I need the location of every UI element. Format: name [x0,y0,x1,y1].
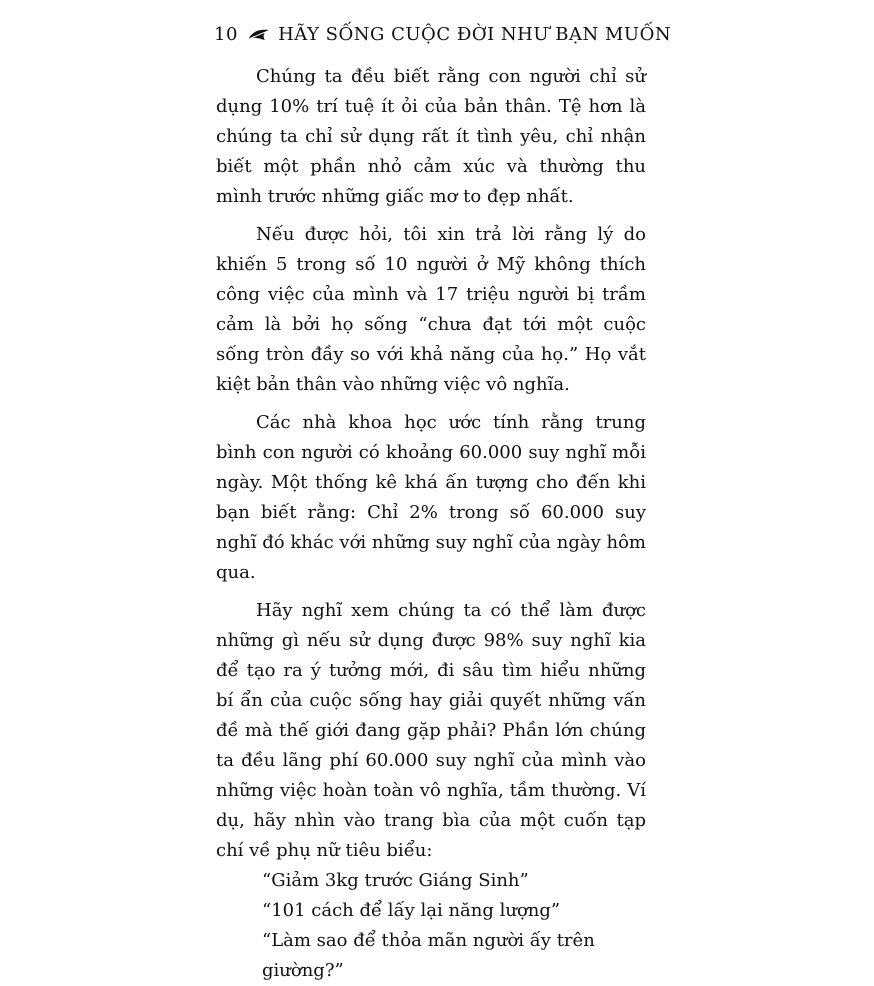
quote-item: “Giảm 3kg trước Giáng Sinh” [262,870,529,891]
body-text [216,62,646,986]
quote-item: “101 cách để lấy lại năng lượng” [262,900,561,921]
paragraph-3: Các nhà khoa học ước tính rằng trung bình con người có khoảng 60.000 suy nghĩ mỗi ngày. Một thống kê khá ấn tượng cho đến khi bạn biết rằng: Chỉ 2% trong số 60.000 suy nghĩ đó khác với những suy nghĩ của ngày hôm qua. [216,412,646,583]
paragraph-2: Nếu được hỏi, tôi xin trả lời rằng lý do khiến 5 trong số 10 người ở Mỹ không thích công việc của mình và 17 triệu người bị trầm cảm là bởi họ sống “chưa đạt tới một cuộc sống tròn đầy so với khả năng của họ.” Họ vắt kiệt bản thân vào những việc vô nghĩa. [216,224,646,395]
paragraph-1: Chúng ta đều biết rằng con người chỉ sử dụng 10% trí tuệ ít ỏi của bản thân. Tệ hơn là chúng ta chỉ sử dụng rất ít tình yêu, chỉ nhận biết một phần nhỏ cảm xúc và thường thu mình trước những giấc mơ to đẹp nhất. [216,66,646,207]
page-number: 10 [214,24,239,45]
magazine-cover-quotes [262,866,646,986]
running-title: HÃY SỐNG CUỘC ĐỜI NHƯ BẠN MUỐN [278,24,672,45]
quote-item: “Làm sao để thỏa mãn người ấy trên giường?” [262,930,595,981]
leaf-ornament-icon [248,28,272,42]
paragraph-4: Hãy nghĩ xem chúng ta có thể làm được những gì nếu sử dụng được 98% suy nghĩ kia để tạo ra ý tưởng mới, đi sâu tìm hiểu những bí ẩn của cuộc sống hay giải quyết những vấn đề mà thế giới đang gặp phải? Phần lớn chúng ta đều lãng phí 60.000 suy nghĩ của mình vào những việc hoàn toàn vô nghĩa, tầm thường. Ví dụ, hãy nhìn vào trang bìa của một cuốn tạp chí về phụ nữ tiêu biểu: [216,600,646,861]
page-header [214,24,671,45]
